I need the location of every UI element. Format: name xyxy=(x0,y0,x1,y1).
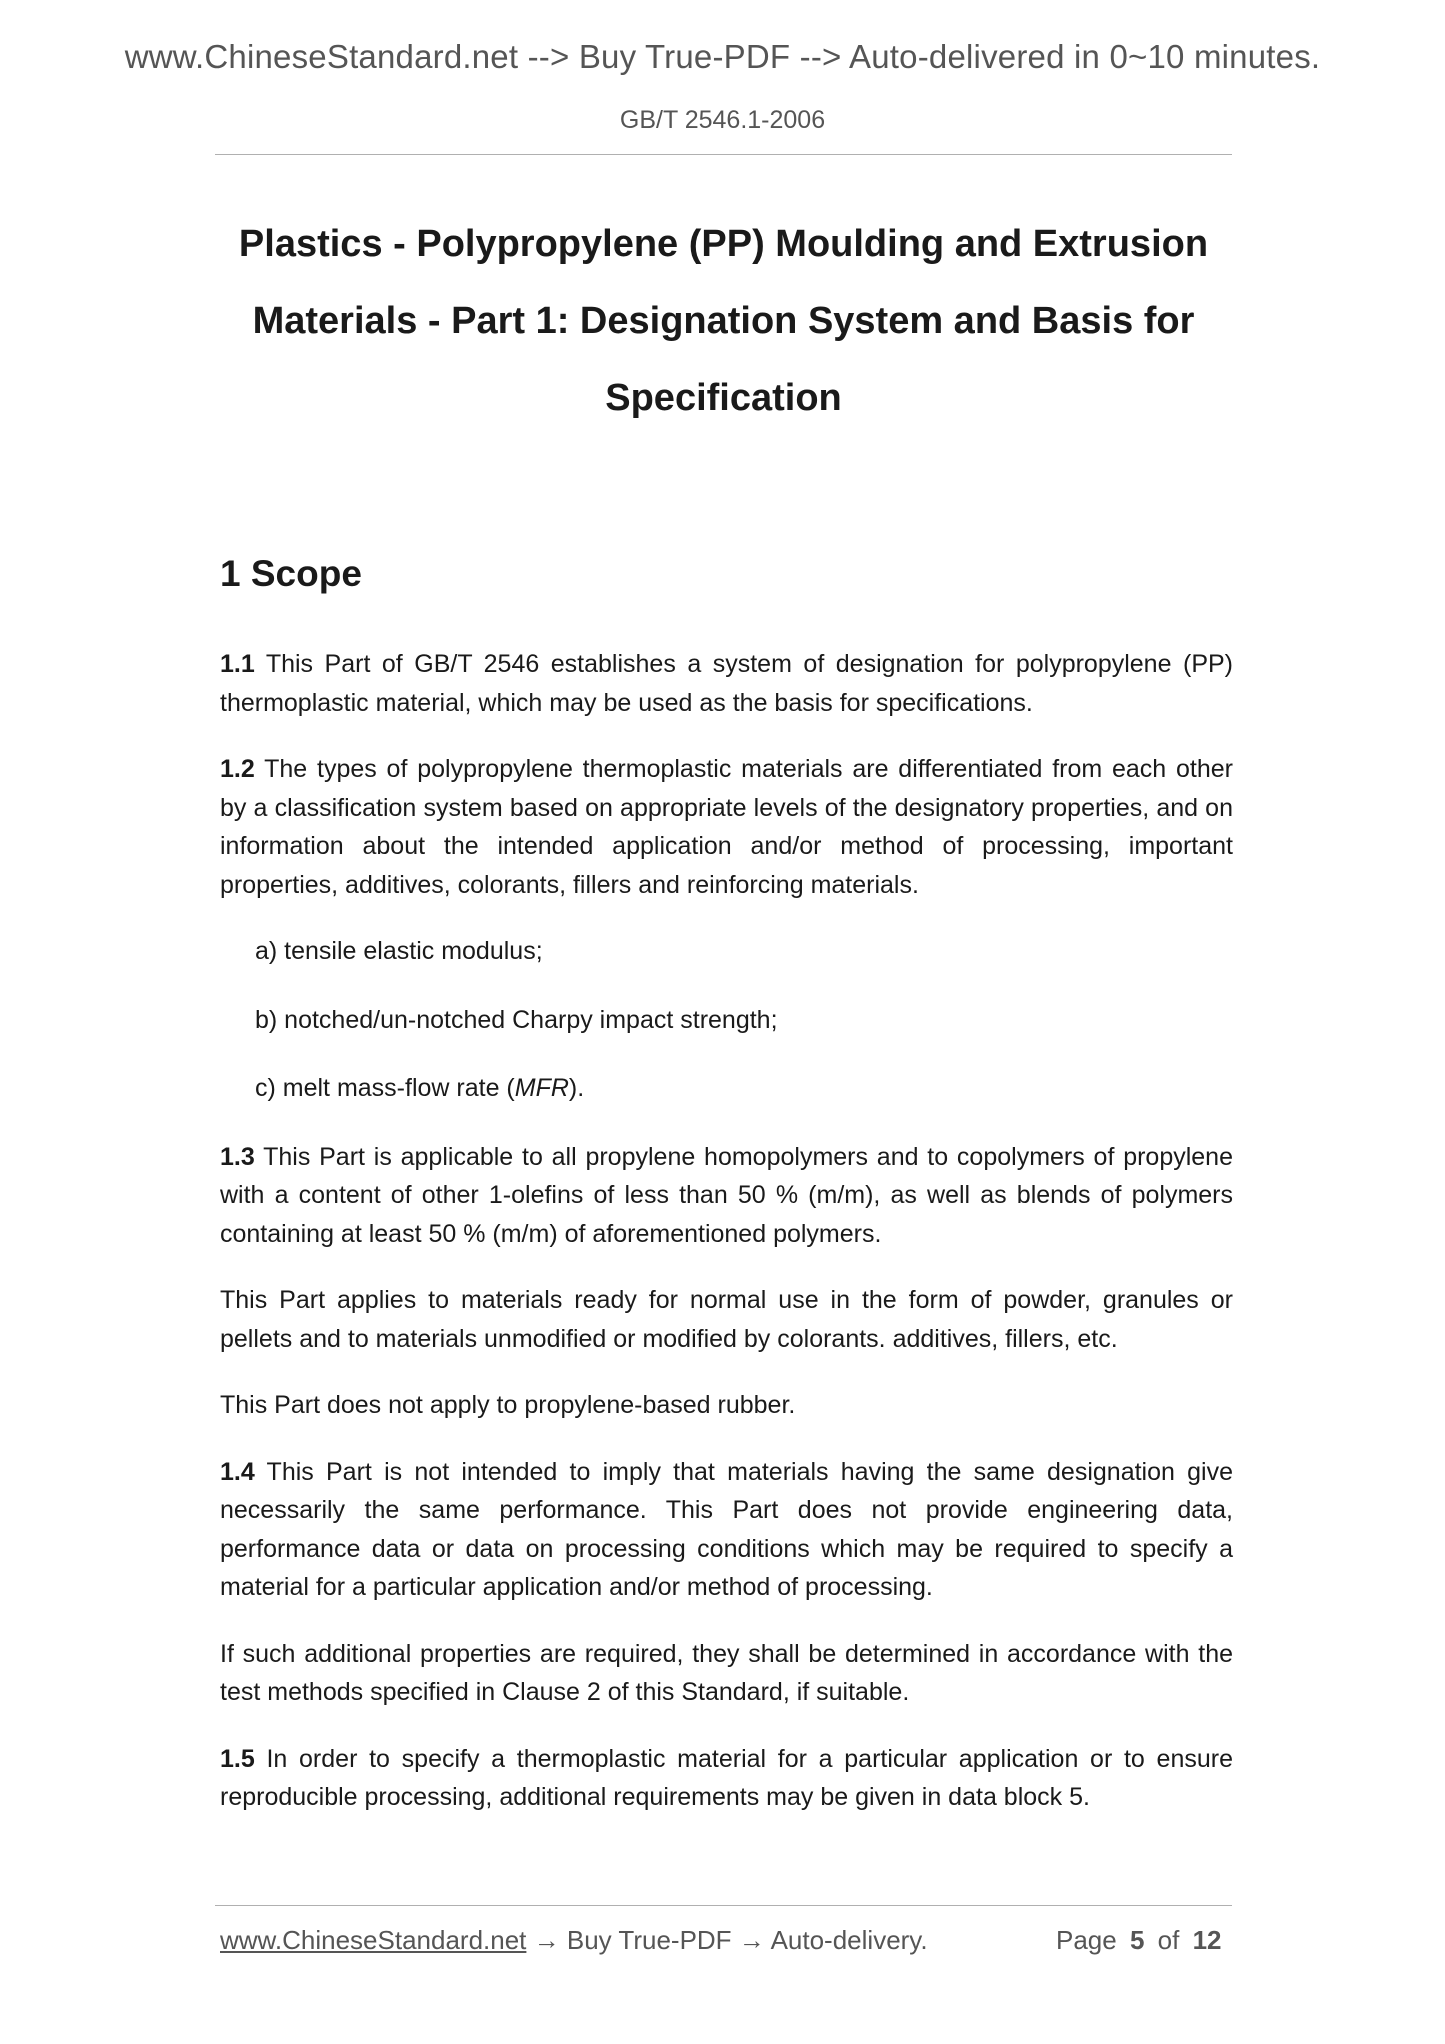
list-item-b: b) notched/un-notched Charpy impact strength; xyxy=(255,1005,778,1034)
footer-site-link[interactable]: www.ChineseStandard.net xyxy=(220,1925,527,1955)
clause-number: 1.5 xyxy=(220,1744,255,1773)
clause-number: 1.3 xyxy=(220,1142,255,1171)
list-item-c xyxy=(255,1069,1233,1108)
page-indicator xyxy=(1056,1925,1222,1956)
clause-number: 1.1 xyxy=(220,650,255,678)
title-line-3: Specification xyxy=(605,377,842,419)
clause-text: In order to specify a thermoplastic material for a particular application or to ensure reproducible processing, additional requirements may be given in data block 5. xyxy=(220,1744,1233,1811)
clause-1-4-additional: If such additional properties are required, they shall be determined in accordance with the test methods specified in Clause 2 of this Standard, if suitable. xyxy=(220,1639,1233,1706)
footer-tagline: → Buy True-PDF → Auto-delivery. xyxy=(526,1925,928,1955)
clause-text: This Part of GB/T 2546 establishes a system of designation for polypropylene (PP) thermoplastic material, which may be used as the basis for specifications. xyxy=(220,650,1233,717)
clause-1-3-exclusion: This Part does not apply to propylene-based rubber. xyxy=(220,1391,796,1419)
top-banner: www.ChineseStandard.net --> Buy True-PDF --> Auto-delivered in 0~10 minutes. xyxy=(124,38,1321,75)
title-line-2: Materials - Part 1: Designation System and Basis for xyxy=(252,300,1195,342)
footer-divider xyxy=(215,1905,1232,1906)
clause-1-5 xyxy=(220,1740,1233,1817)
page-word: Page xyxy=(1056,1925,1117,1955)
clause-1-3 xyxy=(220,1138,1233,1254)
title-line-1: Plastics - Polypropylene (PP) Moulding and Extrusion xyxy=(238,223,1209,265)
clause-number: 1.2 xyxy=(220,755,255,783)
section-body xyxy=(220,645,1233,1845)
clause-text: This Part is applicable to all propylene homopolymers and to copolymers of propylene with a content of other 1-olefins of less than 50 % (m/m), as well as blends of polymers containing at least 50 % (m/m) of aforementioned polymers. xyxy=(220,1142,1233,1248)
list-item-a: a) tensile elastic modulus; xyxy=(255,937,543,965)
list-item-c-suffix: ). xyxy=(568,1074,585,1102)
clause-1-4 xyxy=(220,1453,1233,1607)
clause-text: This Part is not intended to imply that materials having the same designation give necessarily the same performance. This Part does not provide engineering data, performance data or data on processing conditions which may be required to specify a material for a particular application and/or method of processing. xyxy=(220,1457,1233,1601)
list-item-c-prefix: c) melt mass-flow rate ( xyxy=(255,1074,515,1102)
clause-text: The types of polypropylene thermoplastic materials are differentiated from each other by a classification system based on appropriate levels of the designatory properties, and on information about the intended application and/or method of processing, important properties, additives, colorants, fillers and reinforcing materials. xyxy=(220,755,1233,899)
section-heading: 1 Scope xyxy=(220,553,362,594)
clause-1-1 xyxy=(220,645,1233,722)
page-number: 5 xyxy=(1129,1925,1145,1955)
clause-number: 1.4 xyxy=(220,1457,255,1486)
mfr-abbreviation: MFR xyxy=(514,1074,569,1102)
of-word: of xyxy=(1157,1925,1180,1955)
footer-link-line xyxy=(220,1925,928,1956)
clause-1-2 xyxy=(220,750,1233,904)
page-total: 12 xyxy=(1192,1925,1222,1955)
document-title xyxy=(215,206,1232,437)
standard-code: GB/T 2546.1-2006 xyxy=(619,106,826,134)
header-divider xyxy=(215,154,1232,155)
clause-1-3-applies: This Part applies to materials ready for normal use in the form of powder, granules or pellets and to materials unmodified or modified by colorants. additives, fillers, etc. xyxy=(220,1286,1233,1353)
